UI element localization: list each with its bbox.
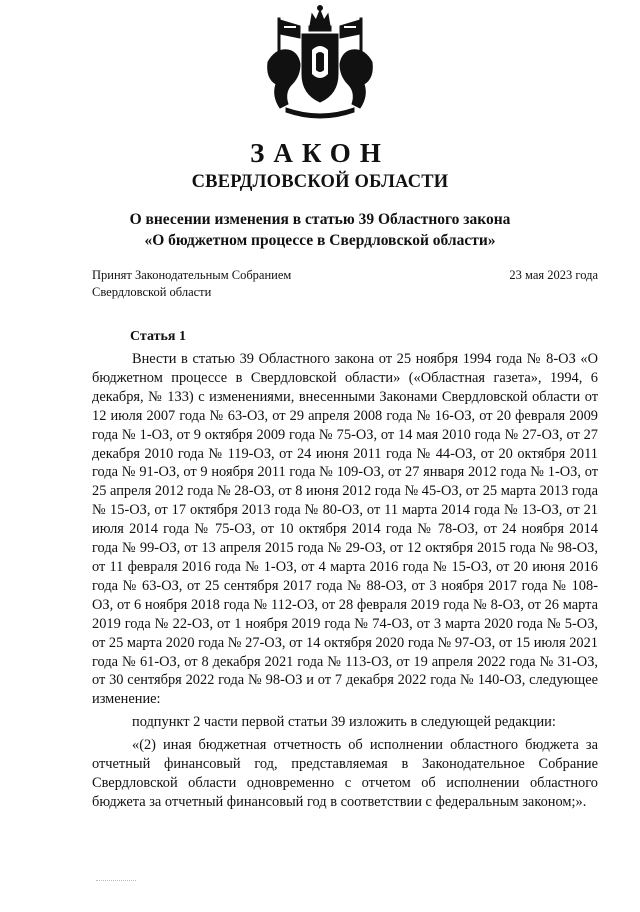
- law-subject: [0, 209, 640, 251]
- coat-of-arms-icon: [258, 4, 382, 122]
- article-paragraph-amendment-list: Внести в статью 39 Областного закона от 25 ноября 1994 года № 8-ОЗ «О бюджетном процессе в Свердловской области» («Областная газета», 1994, 6 декабря, № 133) с изменениями, внесенными Законами Свердловской области от 12 июля 2007 года № 63-ОЗ, от 29 апреля 2008 года № 16-ОЗ, от 20 февраля 2009 года № 1-ОЗ, от 9 октября 2009 года № 75-ОЗ, от 14 мая 2010 года № 27-ОЗ, от 27 декабря 2010 года № 119-ОЗ, от 24 июня 2011 года № 44-ОЗ, от 20 октября 2011 года № 91-ОЗ, от 9 ноября 2011 года № 109-ОЗ, от 27 января 2012 года № 1-ОЗ, от 25 апреля 2012 года № 28-ОЗ, от 8 июня 2012 года № 45-ОЗ, от 25 марта 2013 года № 15-ОЗ, от 17 октября 2013 года № 80-ОЗ, от 11 марта 2014 года № 13-ОЗ, от 21 июля 2014 года № 75-ОЗ, от 10 октября 2014 года № 78-ОЗ, от 24 ноября 2014 года № 99-ОЗ, от 13 апреля 2015 года № 29-ОЗ, от 12 октября 2015 года № 98-ОЗ, от 11 февраля 2016 года № 1-ОЗ, от 4 марта 2016 года № 15-ОЗ, от 20 июня 2016 года № 63-ОЗ, от 25 сентября 2017 года № 88-ОЗ, от 3 ноября 2017 года № 108-ОЗ, от 6 ноября 2018 года № 112-ОЗ, от 28 февраля 2019 года № 8-ОЗ, от 26 марта 2019 года № 22-ОЗ, от 1 ноября 2019 года № 74-ОЗ, от 3 марта 2020 года № 5-ОЗ, от 25 марта 2020 года № 27-ОЗ, от 14 октября 2020 года № 97-ОЗ, от 15 июля 2021 года № 61-ОЗ, от 8 декабря 2021 года № 113-ОЗ, от 19 апреля 2022 года № 31-ОЗ, от 30 сентября 2022 года № 98-ОЗ и от 7 декабря 2022 года № 140-ОЗ, следующее изменение:: [92, 351, 598, 708]
- article-paragraph-new-wording: «(2) иная бюджетная отчетность об исполнении областного бюджета за отчетный финансовый год, представляемая в Законодательное Собрание Свердловской области одновременно с отчетом об исполнении областного бюджета за отчетный финансовый год в соответствии с федеральным законом;».: [92, 737, 598, 810]
- article-body: [92, 350, 598, 812]
- law-subject-line-1: О внесении изменения в статью 39 Областного закона: [129, 211, 511, 228]
- adoption-body: [92, 267, 291, 301]
- article-paragraph-instruction: подпункт 2 части первой статьи 39 изложить в следующей редакции:: [132, 714, 556, 731]
- law-subject-line-2: «О бюджетном процессе в Свердловской области»: [144, 232, 496, 249]
- article-heading: Статья 1: [130, 329, 186, 344]
- scan-artifact: [96, 880, 136, 883]
- region-title: СВЕРДЛОВСКОЙ ОБЛАСТИ: [191, 172, 449, 192]
- adoption-body-line-1: Принят Законодательным Собранием: [92, 268, 292, 282]
- adoption-body-line-2: Свердловской области: [92, 285, 212, 299]
- adoption-date: 23 мая 2023 года: [509, 268, 598, 282]
- document-type-title: ЗАКОН: [250, 138, 390, 168]
